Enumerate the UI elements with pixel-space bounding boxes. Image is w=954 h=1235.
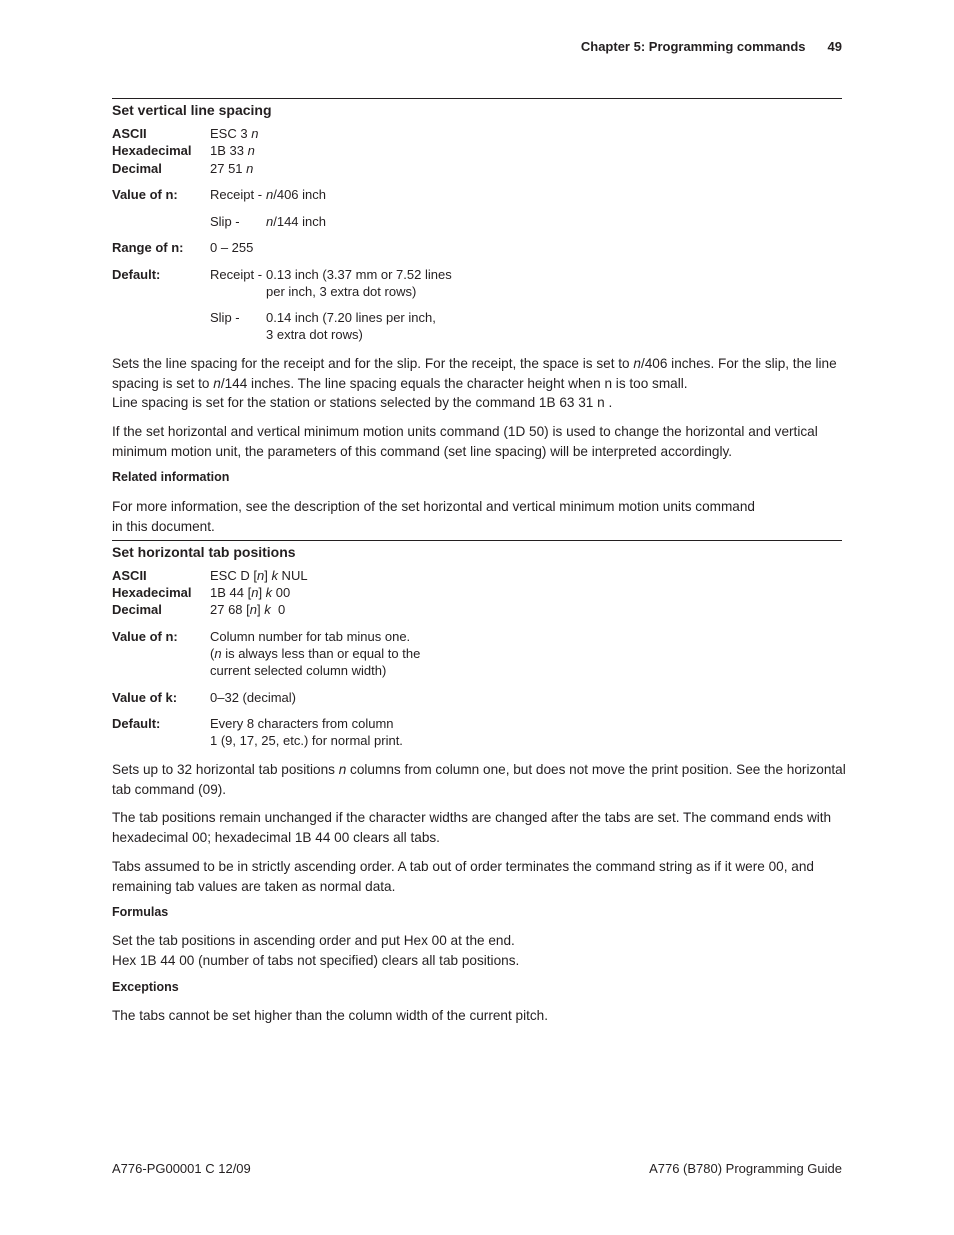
heading-formulas: Formulas bbox=[112, 905, 169, 919]
value-k-label: Value of k: bbox=[112, 690, 178, 705]
footer-guide-title: A776 (B780) Programming Guide bbox=[649, 1161, 842, 1176]
value-k: 0–32 (decimal) bbox=[210, 690, 296, 705]
footer-document-id: A776-PG00001 C 12/09 bbox=[112, 1161, 251, 1176]
range-value: 0 – 255 bbox=[210, 240, 254, 255]
running-header bbox=[581, 39, 842, 54]
paragraph-tab-unchanged: The tab positions remain unchanged if the character widths are changed after the tabs are set. The command ends with hexadecimal 00; hexadecimal 1B 44 00 clears all tabs. bbox=[112, 810, 832, 845]
default-line: 0.14 inch (7.20 lines per inch, bbox=[266, 310, 436, 325]
station-label: Slip - bbox=[210, 214, 240, 229]
section-divider bbox=[112, 540, 842, 541]
code-value: 27 51 bbox=[210, 161, 243, 176]
section-title-vertical-line-spacing: Set vertical line spacing bbox=[112, 102, 272, 118]
code-label: ASCII bbox=[112, 126, 147, 141]
station-label: Receipt - bbox=[210, 267, 263, 282]
value-n-label: Value of n: bbox=[112, 629, 178, 644]
value-text: /406 inch bbox=[273, 187, 326, 202]
section-divider bbox=[112, 98, 842, 99]
code-label: Hexadecimal bbox=[112, 143, 192, 158]
code-label: Hexadecimal bbox=[112, 585, 192, 600]
page-number: 49 bbox=[827, 39, 842, 54]
value-text: /144 inch bbox=[273, 214, 326, 229]
section-title-horizontal-tab-positions: Set horizontal tab positions bbox=[112, 544, 296, 560]
param-n: n bbox=[266, 214, 274, 229]
code-param: n bbox=[246, 161, 254, 176]
paragraph-related-information: For more information, see the description of the set horizontal and vertical minimum motion units command in this document. bbox=[112, 499, 755, 534]
default-line: 0.13 inch (3.37 mm or 7.52 lines bbox=[266, 267, 452, 282]
paragraph-line-spacing: Sets the line spacing for the receipt and for the slip. For the receipt, the space is set to n/406 inches. For the slip, the line spacing is set to n/144 inches. The line spacing equals the character height when n is too small. Line spacing is set for the station or stations selected by the command 1B 63 31 n . bbox=[112, 356, 837, 410]
range-label: Range of n: bbox=[112, 240, 184, 255]
code-label: ASCII bbox=[112, 568, 147, 583]
paragraph-tab-positions: Sets up to 32 horizontal tab positions n columns from column one, but does not move the print position. See the horizontal tab command (09). bbox=[112, 762, 846, 797]
code-param: n bbox=[247, 143, 255, 158]
heading-exceptions: Exceptions bbox=[112, 980, 179, 994]
station-label: Receipt - bbox=[210, 187, 263, 202]
default-label: Default: bbox=[112, 267, 161, 282]
default-label: Default: bbox=[112, 716, 161, 731]
code-param: n bbox=[251, 126, 259, 141]
paragraph-minimum-motion: If the set horizontal and vertical minimum motion units command (1D 50) is used to change the horizontal and vertical minimum motion unit, the parameters of this command (set line spacing) will be interpreted accordingly. bbox=[112, 424, 818, 459]
heading-related-information: Related information bbox=[112, 470, 230, 484]
param-n: n bbox=[266, 187, 274, 202]
document-page: Chapter 5: Programming commands 49 Set vertical line spacing ASCII ESC 3 n Hexadecimal 1B 33 n Decimal 27 51 n Value of n: Receipt - n/406 inch Slip - n/144 inch Range of n: 0 – 255 Default: Receipt - 0.13 inch (3.37 mm or 7.52 lines per inch, 3 extra dot rows) Slip - 0.14 inch (7.20 lines per inch, 3 extra dot rows) Sets the line spacing for the receipt and for the slip. For the receipt, the space is set to n/406 inches. For the slip, the line spacing is set to n/144 inches. The line spacing equals the character height when n is too small. Line spacing is set for the station or stations selected by the command 1B 63 31 n . If the set horizontal and vertical minimum motion units command (1D 50) is used to change the horizontal and vertical minimum motion unit, the parameters of this command (set line spacing) will be interpreted accordingly. Related information For more information, see the description of the set horizontal and vertical minimum motion units command in this document. Set horizontal tab positions ASCII ESC D [n] k NUL Hexadecimal 1B 44 [n] k 00 Decimal 27 68 [n] k 0 Value of n: Column number for tab minus one. (n is always less than or equal to the current selected column width) Value of k: 0–32 (decimal) Default: Every 8 characters from column 1 (9, 17, 25, etc.) for normal print. Sets up to 32 horizontal tab positions n columns from column one, but does not move the print position. See the horizontal tab command (09). The tab positions remain unchanged if the character widths are changed after the tabs are set. The command ends with hexadecimal 00; hexadecimal 1B 44 00 clears all tabs. Tabs assumed to be in strictly ascending order. A tab out of order terminates the command string as if it were 00, and remaining tab values are taken as normal data. Formulas Set the tab positions in ascending order and put Hex 00 at the end. Hex 1B 44 00 (number of tabs not specified) clears all tab positions. Exceptions The tabs cannot be set higher than the column width of the current pitch. A776-PG00001 C 12/09 A776 (B780) Programming Guide bbox=[112, 39, 846, 1176]
code-label: Decimal bbox=[112, 161, 162, 176]
code-value: ESC 3 bbox=[210, 126, 248, 141]
default-line: per inch, 3 extra dot rows) bbox=[266, 284, 417, 299]
paragraph-tab-order: Tabs assumed to be in strictly ascending order. A tab out of order terminates the command string as if it were 00, and remaining tab values are taken as normal data. bbox=[112, 859, 814, 894]
code-value: 1B 33 bbox=[210, 143, 244, 158]
chapter-title: Chapter 5: Programming commands bbox=[580, 39, 806, 54]
value-n-label: Value of n: bbox=[112, 187, 178, 202]
default-line: 3 extra dot rows) bbox=[266, 327, 363, 342]
paragraph-formulas: Set the tab positions in ascending order and put Hex 00 at the end. Hex 1B 44 00 (number of tabs not specified) clears all tab positions. bbox=[112, 933, 520, 968]
station-label: Slip - bbox=[210, 310, 240, 325]
paragraph-exceptions: The tabs cannot be set higher than the column width of the current pitch. bbox=[112, 1008, 549, 1023]
code-label: Decimal bbox=[112, 602, 162, 617]
